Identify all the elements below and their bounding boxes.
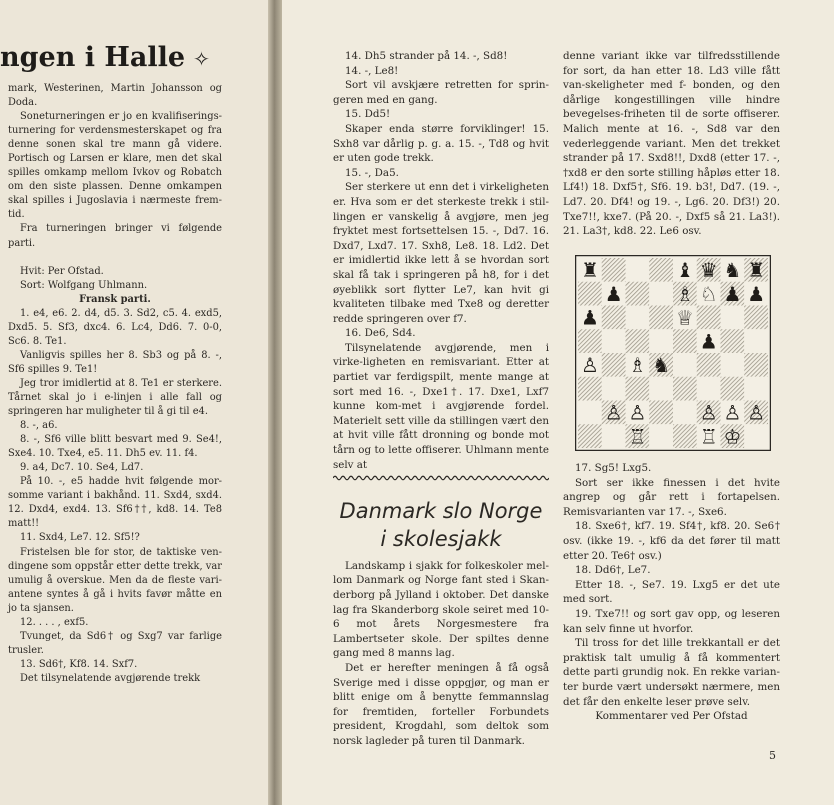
- dark-square: [602, 258, 626, 282]
- paragraph: 14. Dh5 strander på 14. -, Sd8!: [345, 50, 508, 62]
- title-text: ngen i Halle: [0, 42, 186, 73]
- paragraph: 12. . . . , exf5.: [20, 616, 89, 628]
- dark-square: [626, 282, 650, 306]
- dark-square: [578, 377, 602, 401]
- dark-square: [626, 329, 650, 353]
- chess-piece: ♞: [652, 353, 671, 377]
- paragraph: denne variant ikke var tilfredsstillende for sort, da han etter 18. Ld3 ville fått van-skeligheter med f- bonden, og den dårlige kongestillingen ville hindre bevegelses-friheten til de sorte offiserer. Malich mente at 16. -, Sd8 var den vederleggende variant. Men det trekket strander på 17. Sxd8!!, Dxd8 (etter 17. -, †xd8 er den sorte stilling håpløs etter 18. Lf4!) 18. Dxf5†, Sf6. 19. b3!, Dd7. (19. -, Ld7. 20. Df4! og 19. -, Lg6. 20. Df3!) 20. Txe7!!, kxe7. (På 20. -, Dxf5 så 21. La3!). 21. La3†, kd8. 22. Le6 osv.: [563, 50, 780, 238]
- headline-line-1: Danmark slo Norge: [339, 498, 543, 523]
- light-square: [649, 329, 673, 353]
- light-square: [744, 424, 768, 448]
- star-icon: ✧: [193, 47, 210, 71]
- light-square: [626, 258, 650, 282]
- dark-square: [673, 424, 697, 448]
- paragraph: Det tilsynelatende avgjørende trekk: [20, 672, 201, 684]
- paragraph: Fristelsen ble for stor, de taktiske ven-dingene som oppstår etter dette trekk, var umulig å overskue. Men da de fleste vari-antene syntes å gå i hvits favør måtte en jo ta sjansen.: [8, 546, 222, 614]
- chess-piece: ♟: [604, 281, 623, 306]
- paragraph: Landskamp i sjakk for folkeskoler mel-lom Danmark og Norge fant sted i Skan-derborg på Jylland i oktober. Det danske lag fra Skanderborg skole seiret med 10-6 mot årets Norgesmestere fra Lambertseter skole. Der spiltes denne gang med 8 manns lag.: [333, 559, 549, 660]
- light-square: [602, 377, 626, 401]
- paragraph: 9. a4, Dc7. 10. Se4, Ld7.: [20, 462, 144, 474]
- paragraph: Tilsynelatende avgjørende, men i virke-ligheten en remisvariant. Etter at partiet var ferdigspilt, mente mange at sort med 16. -, Dxe1†. 17. Dxe1, Lxf7 kunne kom-met i avgjørende fordel. Materielt sett ville da stillingen vært den at hvit ville fått dronning og bonde mot tårn og to lette offiserer. Uhlmann mente selv at: [333, 341, 549, 471]
- chess-piece: ♟: [580, 305, 599, 330]
- dark-square: [649, 258, 673, 282]
- chess-board: [575, 255, 771, 451]
- light-square: [626, 306, 650, 330]
- chess-piece: ♖: [628, 424, 647, 449]
- chess-piece: ♟: [723, 281, 742, 306]
- chess-piece: ♘: [699, 281, 718, 306]
- light-square: [721, 306, 745, 330]
- paragraph: 15. -, Da5.: [345, 166, 399, 179]
- light-square: [673, 353, 697, 377]
- right-column-top: [563, 49, 780, 239]
- chess-piece: ♗: [675, 281, 694, 306]
- paragraph: Til tross for det lille trekkantall er det praktisk talt umulig å få kommentert dette parti grundig nok. En rekke varian-ter burde vært undersøkt nærmere, men det får den enkelte leser prøve selv.: [563, 637, 780, 708]
- paragraph: 13. Sd6†, Kf8. 14. Sxf7.: [20, 658, 138, 670]
- chess-piece: ♟: [747, 281, 766, 306]
- paragraph: Soneturneringen er jo en kvalifiserings-turnering for verdensmesterskapet og fra denne sonen skal tre mann gå videre. Portisch og Larsen er klare, men det skal spilles omkamp mellom Ivkov og Robatch om den siste plassen. Denne omkampen skal spilles i Jugoslavia i nærmeste frem-tid.: [8, 111, 222, 221]
- paragraph: 16. De6, Sd4.: [345, 327, 416, 340]
- paragraph: Hvit: Per Ofstad.: [20, 265, 104, 277]
- paragraph: mark, Westerinen, Martin Johansson og Doda.: [8, 83, 222, 109]
- dark-square: [626, 377, 650, 401]
- light-square: [721, 353, 745, 377]
- section-heading: Fransk parti.: [79, 293, 151, 305]
- chess-piece: ♜: [747, 258, 766, 282]
- light-square: [744, 329, 768, 353]
- paragraph: 11. Sxd4, Le7. 12. Sf5!?: [20, 532, 140, 544]
- paragraph: Ser sterkere ut enn det i virkeligheten er. Hva som er det sterkeste trekk i stil-lingen er vanskelig å avgjøre, men jeg fryktet mest fortsettelsen 15. -, Dd7. 16. Dxd7, Lxd7. 17. Sxh8, Le8. 18. Ld2. Det er imidlertid ikke lett å se hvordan sort skal få tak i springeren på h8, for i det øyeblikk sort flytter Le7, kan hvit gi kvaliteten tilbake med Txe8 og deretter redde springeren over f7.: [333, 181, 549, 325]
- dark-square: [578, 424, 602, 448]
- light-square: [673, 401, 697, 425]
- paragraph: 1. e4, e6. 2. d4, d5. 3. Sd2, c5. 4. exd5, Dxd5. 5. Sf3, dxc4. 6. Lc4, Dd6. 7. 0-0, Sc6. 8. Te1.: [8, 307, 222, 347]
- article-title: [0, 42, 210, 73]
- light-square: [602, 329, 626, 353]
- dark-square: [744, 306, 768, 330]
- chess-piece: ♙: [699, 400, 718, 425]
- paragraph: Skaper enda større forviklinger! 15. Sxh8 var dårlig p. g. a. 15. -, Td8 og hvit er uten gode trekk.: [333, 122, 549, 165]
- middle-column: [333, 49, 549, 749]
- chess-piece: ♛: [699, 258, 718, 282]
- page-number: 5: [769, 749, 776, 762]
- chess-piece: ♙: [604, 400, 623, 425]
- light-square: [649, 377, 673, 401]
- chess-piece: ♙: [723, 400, 742, 425]
- dark-square: [578, 329, 602, 353]
- wavy-divider: [333, 474, 549, 482]
- paragraph: På 10. -, e5 hadde hvit følgende mor-somme variant i bakhånd. 11. Sxd4, sxd4. 12. Dxd4, exd4. 13. Sf6††, kd8. 14. Te8 matt!!: [8, 476, 222, 530]
- chess-piece: ♙: [747, 400, 766, 425]
- paragraph: Etter 18. -, Se7. 19. Lxg5 er det ute med sort.: [563, 578, 780, 606]
- paragraph: Det er herefter meningen å få også Sverige med i disse oppgjør, og man er blitt enige om å benytte femmannslag for fremtiden, forteller Forbundets president, Krogdahl, som deltok som norsk lagleder på turen til Danmark.: [333, 661, 549, 747]
- paragraph: [8, 251, 222, 265]
- light-square: [649, 424, 673, 448]
- left-page: [0, 0, 268, 805]
- dark-square: [673, 329, 697, 353]
- chess-piece: ♟: [699, 329, 718, 354]
- light-square: [744, 377, 768, 401]
- light-square: [649, 282, 673, 306]
- dark-square: [602, 353, 626, 377]
- paragraph: Sort: Wolfgang Uhlmann.: [20, 279, 148, 291]
- dark-square: [744, 353, 768, 377]
- book-gutter: [268, 0, 282, 805]
- right-column-bottom: [563, 461, 780, 724]
- dark-square: [721, 329, 745, 353]
- paragraph: Vanligvis spilles her 8. Sb3 og på 8. -, Sf6 spilles 9. Te1!: [8, 349, 222, 375]
- paragraph: Sort vil avskjære retretten for sprin-geren med en gang.: [333, 79, 549, 106]
- paragraph: 17. Sg5! Lxg5.: [575, 462, 652, 474]
- chess-piece: ♙: [628, 400, 647, 425]
- dark-square: [697, 306, 721, 330]
- dark-square: [602, 306, 626, 330]
- chess-piece: ♜: [580, 258, 599, 282]
- paragraph: 8. -, a6.: [20, 420, 58, 432]
- light-square: [578, 401, 602, 425]
- game-commentary-continued: [333, 49, 549, 472]
- paragraph: 18. Dd6†, Le7.: [575, 564, 651, 577]
- paragraph: Sort ser ikke finessen i det hvite angrep og går rett i fortapelsen. Remisvarianten var 17. -, Sxe6.: [563, 476, 780, 518]
- paragraph: 18. Sxe6†, kf7. 19. Sf4†, kf8. 20. Se6† osv. (ikke 19. -, kf6 da det fører til matt etter 20. Te6† osv.): [563, 520, 780, 562]
- news-article-body: [333, 559, 549, 749]
- dark-square: [673, 377, 697, 401]
- paragraph: Fra turneringen bringer vi følgende parti.: [8, 223, 222, 249]
- chess-piece: ♞: [723, 258, 742, 282]
- light-square: [602, 424, 626, 448]
- dark-square: [649, 401, 673, 425]
- paragraph: Tvunget, da Sd6† og Sxg7 var farlige trusler.: [8, 630, 222, 656]
- chess-piece: ♖: [699, 424, 718, 449]
- paragraph: Jeg tror imidlertid at 8. Te1 er sterkere. Tårnet skal jo i e-linjen i alle fall og springeren har muligheter til å gi til e4.: [8, 377, 222, 418]
- paragraph: 19. Txe7!! og sort gav opp, og leseren kan selv finne ut hvorfor.: [563, 607, 780, 635]
- chess-piece: ♔: [723, 424, 742, 449]
- dark-square: [721, 377, 745, 401]
- dark-square: [697, 353, 721, 377]
- headline-line-2: i skolesjakk: [380, 526, 502, 551]
- chess-piece: ♝: [675, 258, 694, 282]
- chess-piece: ♙: [580, 353, 599, 377]
- right-page: [282, 0, 834, 805]
- chess-diagram: [575, 255, 771, 451]
- paragraph: 15. Dd5!: [345, 108, 391, 121]
- dark-square: [649, 306, 673, 330]
- chess-piece: ♕: [675, 305, 694, 330]
- light-square: [697, 377, 721, 401]
- chess-piece: ♗: [628, 353, 647, 377]
- paragraph: 14. -, Le8!: [345, 64, 399, 77]
- dark-square: [578, 282, 602, 306]
- paragraph: 8. -, Sf6 ville blitt besvart med 9. Se4!, Sxe4. 10. Txe4, e5. 11. Dh5 ev. 11. f4.: [8, 434, 222, 460]
- paragraph: Kommentarer ved Per Ofstad: [595, 710, 748, 723]
- left-column: [8, 82, 222, 686]
- news-headline: [333, 497, 549, 553]
